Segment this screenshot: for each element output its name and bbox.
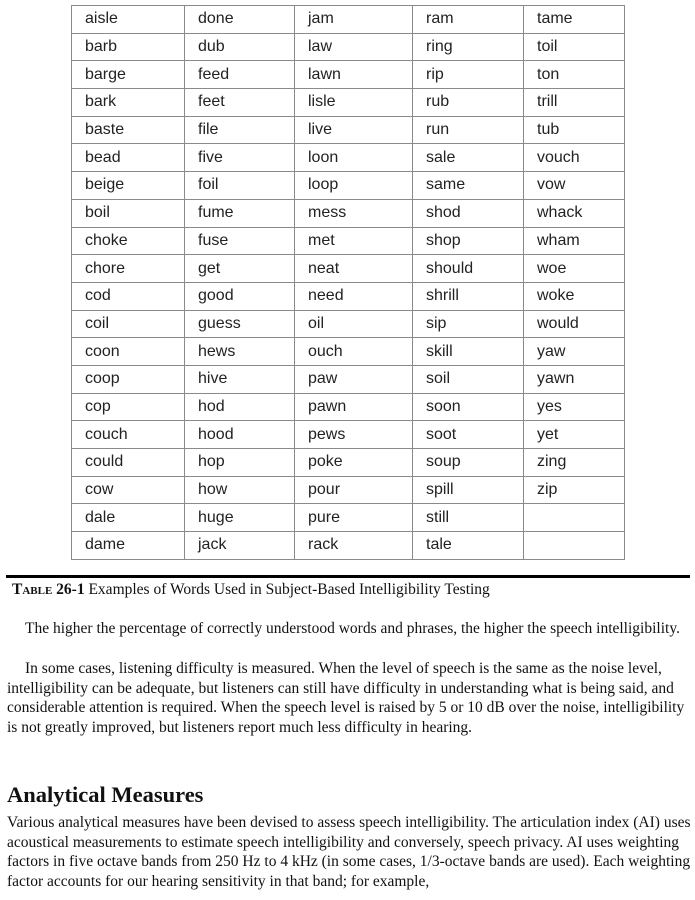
table-row <box>72 61 625 89</box>
word-cell: five <box>185 144 295 172</box>
word-cell: feet <box>185 89 295 117</box>
word-cell: run <box>413 116 524 144</box>
word-cell <box>524 532 625 560</box>
word-cell: whack <box>524 199 625 227</box>
word-cell: oil <box>295 310 413 338</box>
word-cell: chore <box>72 255 185 283</box>
table-row <box>72 6 625 34</box>
word-cell: feed <box>185 61 295 89</box>
word-cell: sip <box>413 310 524 338</box>
table-row <box>72 255 625 283</box>
table-caption <box>12 581 490 599</box>
word-cell: vouch <box>524 144 625 172</box>
caption-rule <box>6 575 690 578</box>
word-cell: huge <box>185 504 295 532</box>
word-cell: tub <box>524 116 625 144</box>
word-cell: yaw <box>524 338 625 366</box>
table-row <box>72 172 625 200</box>
word-cell: pews <box>295 421 413 449</box>
word-cell: woe <box>524 255 625 283</box>
word-cell: good <box>185 282 295 310</box>
word-cell: boil <box>72 199 185 227</box>
word-cell: wham <box>524 227 625 255</box>
word-cell: bead <box>72 144 185 172</box>
word-cell: dale <box>72 504 185 532</box>
table-row <box>72 532 625 560</box>
word-cell: yawn <box>524 365 625 393</box>
word-cell: barge <box>72 61 185 89</box>
word-cell: pure <box>295 504 413 532</box>
word-cell: bark <box>72 89 185 117</box>
word-cell: couch <box>72 421 185 449</box>
word-table <box>71 5 625 560</box>
word-cell: poke <box>295 449 413 477</box>
word-cell: ram <box>413 6 524 34</box>
word-cell: toil <box>524 33 625 61</box>
word-cell: loon <box>295 144 413 172</box>
word-cell: trill <box>524 89 625 117</box>
word-cell: rip <box>413 61 524 89</box>
word-cell: law <box>295 33 413 61</box>
word-cell: spill <box>413 476 524 504</box>
word-cell: woke <box>524 282 625 310</box>
paragraph-1-text: The higher the percentage of correctly understood words and phrases, the higher the speech intelligibility. <box>25 620 680 637</box>
word-cell: rub <box>413 89 524 117</box>
word-cell: should <box>413 255 524 283</box>
word-cell: coil <box>72 310 185 338</box>
word-cell: aisle <box>72 6 185 34</box>
word-cell: shod <box>413 199 524 227</box>
table-row <box>72 227 625 255</box>
word-cell: rack <box>295 532 413 560</box>
word-cell: soon <box>413 393 524 421</box>
word-cell: vow <box>524 172 625 200</box>
table-row <box>72 116 625 144</box>
word-cell: dame <box>72 532 185 560</box>
word-cell: cop <box>72 393 185 421</box>
word-cell: tame <box>524 6 625 34</box>
word-cell: soot <box>413 421 524 449</box>
table-row <box>72 476 625 504</box>
word-cell: paw <box>295 365 413 393</box>
word-cell: pawn <box>295 393 413 421</box>
table-row <box>72 199 625 227</box>
table-row <box>72 449 625 477</box>
word-cell: yes <box>524 393 625 421</box>
word-cell: pour <box>295 476 413 504</box>
table-row <box>72 282 625 310</box>
word-cell: hews <box>185 338 295 366</box>
word-cell: soup <box>413 449 524 477</box>
word-cell: skill <box>413 338 524 366</box>
word-cell: neat <box>295 255 413 283</box>
word-cell: lawn <box>295 61 413 89</box>
word-cell: jack <box>185 532 295 560</box>
word-cell: zing <box>524 449 625 477</box>
caption-text: Examples of Words Used in Subject-Based Intelligibility Testing <box>84 581 490 598</box>
word-cell: get <box>185 255 295 283</box>
word-cell: done <box>185 6 295 34</box>
word-cell: guess <box>185 310 295 338</box>
word-cell: same <box>413 172 524 200</box>
word-cell: hop <box>185 449 295 477</box>
word-cell: shrill <box>413 282 524 310</box>
word-cell: coop <box>72 365 185 393</box>
word-cell: fume <box>185 199 295 227</box>
word-cell: loop <box>295 172 413 200</box>
word-cell: ouch <box>295 338 413 366</box>
word-cell: shop <box>413 227 524 255</box>
word-cell: how <box>185 476 295 504</box>
word-cell: hive <box>185 365 295 393</box>
table-row <box>72 89 625 117</box>
word-cell: beige <box>72 172 185 200</box>
word-cell: could <box>72 449 185 477</box>
table-row <box>72 365 625 393</box>
table-row <box>72 393 625 421</box>
word-cell: choke <box>72 227 185 255</box>
word-cell: need <box>295 282 413 310</box>
word-cell: baste <box>72 116 185 144</box>
body-paragraph-1 <box>7 619 683 639</box>
word-cell: ton <box>524 61 625 89</box>
table-row <box>72 310 625 338</box>
paragraph-2-text: In some cases, listening difficulty is measured. When the level of speech is the same as the noise level, intelligibility can be adequate, but listeners can still have difficulty in understanding what is being said, and considerable attention is required. When the speech level is raised by 5 or 10 dB over the noise, intelligibility is not greatly improved, but listeners report much less difficulty in hearing. <box>7 660 685 736</box>
section-heading: Analytical Measures <box>7 782 204 807</box>
word-cell: jam <box>295 6 413 34</box>
word-cell: tale <box>413 532 524 560</box>
table-row <box>72 33 625 61</box>
word-table-body <box>72 6 625 560</box>
word-cell: would <box>524 310 625 338</box>
word-cell: coon <box>72 338 185 366</box>
word-cell: met <box>295 227 413 255</box>
caption-label: Table 26-1 <box>12 581 85 598</box>
word-cell <box>524 504 625 532</box>
word-cell: still <box>413 504 524 532</box>
word-cell: foil <box>185 172 295 200</box>
word-cell: soil <box>413 365 524 393</box>
word-cell: fuse <box>185 227 295 255</box>
word-cell: mess <box>295 199 413 227</box>
word-cell: file <box>185 116 295 144</box>
word-cell: yet <box>524 421 625 449</box>
word-cell: cow <box>72 476 185 504</box>
table-row <box>72 421 625 449</box>
word-cell: lisle <box>295 89 413 117</box>
body-paragraph-2 <box>7 659 685 737</box>
word-cell: hood <box>185 421 295 449</box>
word-cell: hod <box>185 393 295 421</box>
word-cell: live <box>295 116 413 144</box>
word-cell: cod <box>72 282 185 310</box>
word-cell: ring <box>413 33 524 61</box>
table-row <box>72 144 625 172</box>
word-cell: barb <box>72 33 185 61</box>
table-row <box>72 504 625 532</box>
table-row <box>72 338 625 366</box>
word-cell: dub <box>185 33 295 61</box>
word-cell: sale <box>413 144 524 172</box>
body-paragraph-3: Various analytical measures have been devised to assess speech intelligibility. The articulation index (AI) uses acoustical measurements to estimate speech intelligibility and conversely, speech privacy. AI uses weighting factors in five octave bands from 250 Hz to 4 kHz (in some cases, 1/3-octave bands are used). Each weighting factor accounts for our hearing sensitivity in that band; for example, <box>7 814 691 890</box>
word-cell: zip <box>524 476 625 504</box>
